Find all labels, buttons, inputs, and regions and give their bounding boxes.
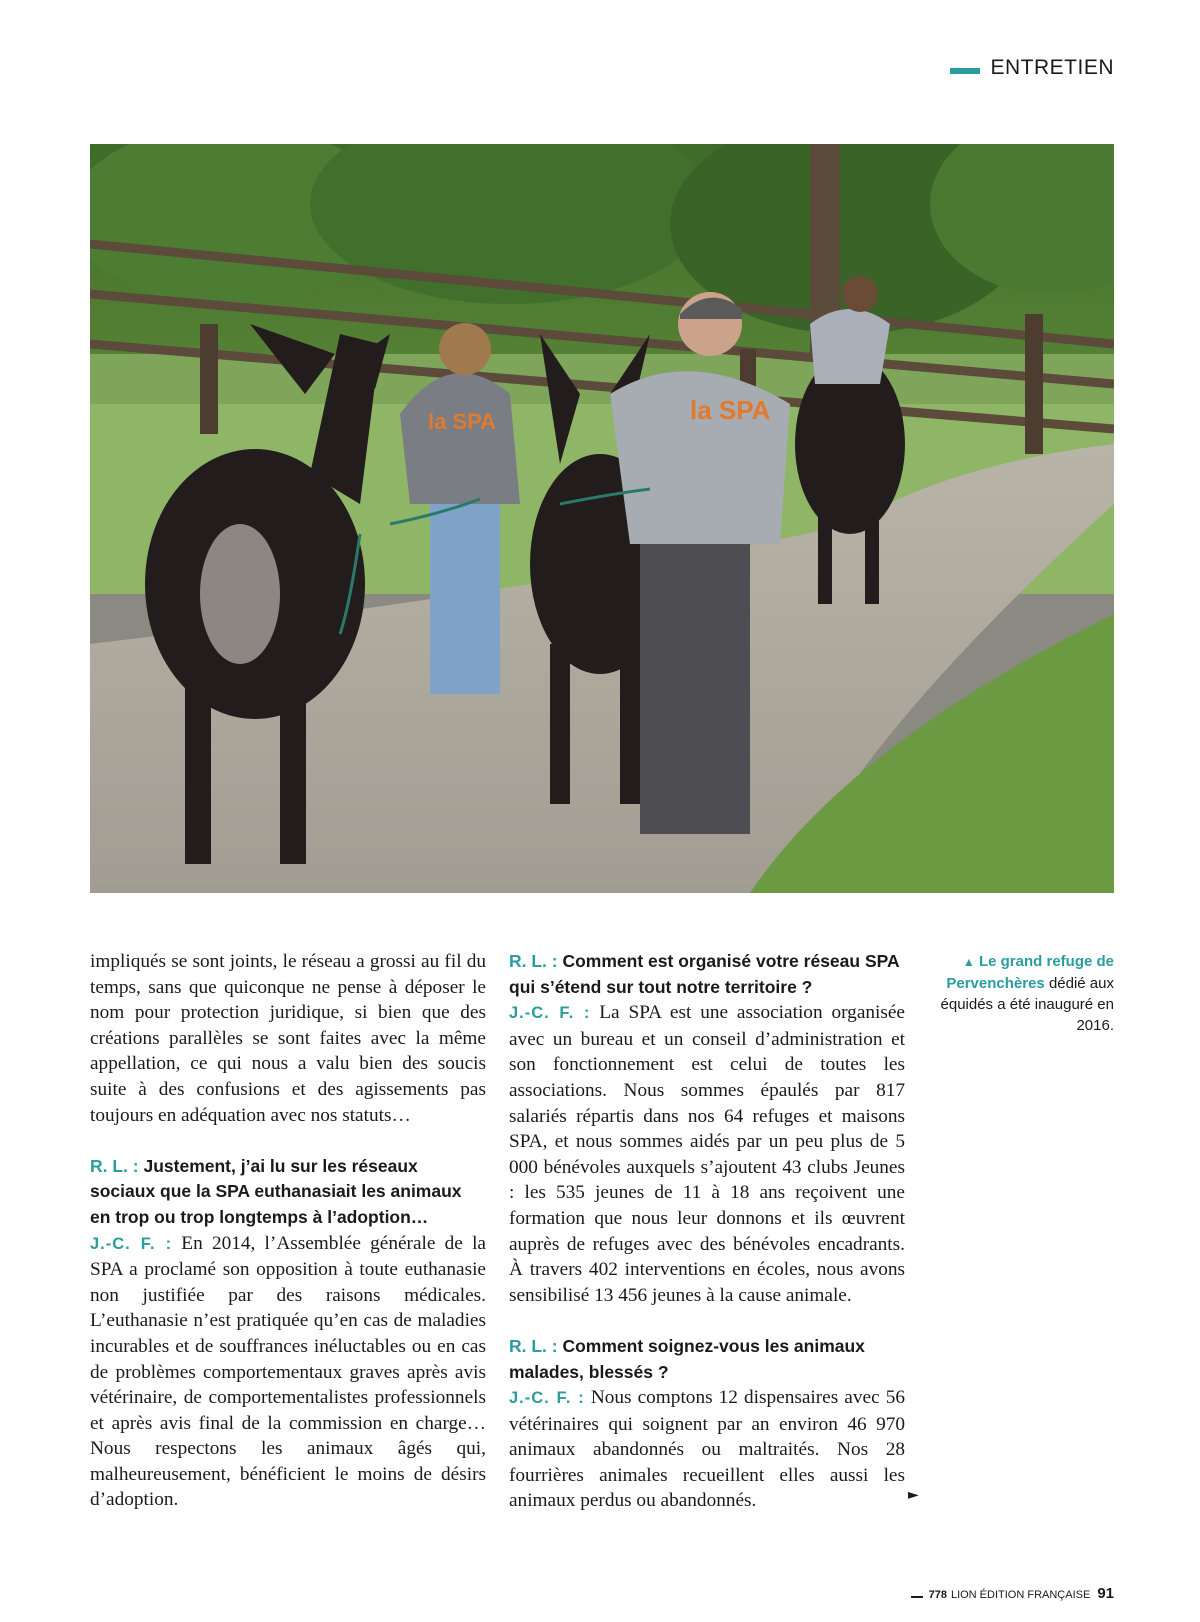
photo-caption: [924, 951, 1114, 1036]
answer-1-label: J.-C. F. :: [90, 1234, 173, 1253]
caption-title: Le grand refuge de Pervenchères: [946, 953, 1114, 992]
section-bar: [950, 68, 980, 74]
answer-2-text: La SPA est une association organisée avec un bureau et un conseil d’administration et son fonctionnement est celui de toutes les associations. Nous sommes épaulés par 817 salariés répartis dans nos 64 refuges et maisons SPA, et nous sommes aidés par un peu plus de 5 000 bénévoles auxquels s’ajoutent 43 clubs Jeunes : les 535 jeunes de 11 à 18 ans reçoivent une formation que nous leur donnons et ils œuvrent auprès de refuges avec des bénévoles encadrants. À travers 402 interventions en écoles, nous avons sensibilisé 13 456 jeunes à la cause animale.: [509, 1002, 905, 1306]
caption-up-arrow-icon: ▲: [962, 955, 975, 969]
section-title: ENTRETIEN: [990, 56, 1114, 79]
answer-3: [509, 1385, 905, 1514]
answer-2-label: J.-C. F. :: [509, 1004, 591, 1023]
question-1-label: R. L. :: [90, 1155, 139, 1176]
question-2: [509, 949, 905, 1000]
question-3: [509, 1334, 905, 1385]
article-column-left: [90, 949, 486, 1513]
question-1-text: Justement, j’ai lu sur les réseaux sociaux que la SPA euthanasiait les animaux en trop ou trop longtemps à l’adoption…: [90, 1155, 462, 1227]
answer-3-label: J.-C. F. :: [509, 1389, 585, 1408]
answer-3-text: Nous comptons 12 dispensaires avec 56 vétérinaires qui soignent par an environ 46 970 animaux abandonnés ou maltraités. Nos 28 fourrières animales recueillent elles aussi les animaux perdus ou abandonnés.: [509, 1387, 905, 1512]
answer-1-text: En 2014, l’Assemblée générale de la SPA a proclamé son opposition à toute euthanasie non justifiée par des raisons médicales. L’euthanasie n’est pratiquée qu’en cas de maladies incurables et de souffrances inéluctables ou en cas de problèmes comportementaux graves après avis vétérinaire, de comportementalistes professionnels et après avis final de la commission en charge… Nous respectons les animaux âgés qui, malheureusement, bénéficient le moins de désirs d’adoption.: [90, 1232, 486, 1511]
continue-arrow-icon: ►: [908, 1487, 919, 1503]
photo-logo-1: la SPA: [428, 409, 497, 434]
answer-2: [509, 1000, 905, 1308]
issue-number: 778: [928, 1589, 947, 1601]
question-3-text: Comment soignez-vous les animaux malades, blessés ?: [509, 1335, 865, 1382]
question-3-label: R. L. :: [509, 1335, 558, 1356]
article-column-middle: [509, 949, 905, 1514]
question-2-text: Comment est organisé votre réseau SPA qui s’étend sur tout notre territoire ?: [509, 951, 899, 997]
caption-text: dédié aux équidés a été inauguré en 2016.: [940, 975, 1114, 1034]
publication-name: LION ÉDITION FRANÇAISE: [950, 1589, 1091, 1601]
page-number: 91: [1097, 1585, 1114, 1602]
photo-logo-2: la SPA: [690, 395, 771, 425]
footer-dash: [911, 1596, 923, 1598]
question-2-label: R. L. :: [509, 951, 558, 971]
page-footer: [911, 1585, 1114, 1602]
article-photo: [90, 144, 1114, 893]
paragraph-intro: impliqués se sont joints, le réseau a grossi au fil du temps, sans que quiconque ne pense à déposer le nom pour protection juridique, si bien que des créations parallèles se sont faites avec la même appellation, ce qui nous a valu bien des soucis suite à des confusions et des agissements pas toujours en adéquation avec nos statuts…: [90, 951, 486, 1126]
question-1: [90, 1154, 486, 1231]
section-tag: [950, 56, 1114, 80]
answer-1: [90, 1231, 486, 1514]
